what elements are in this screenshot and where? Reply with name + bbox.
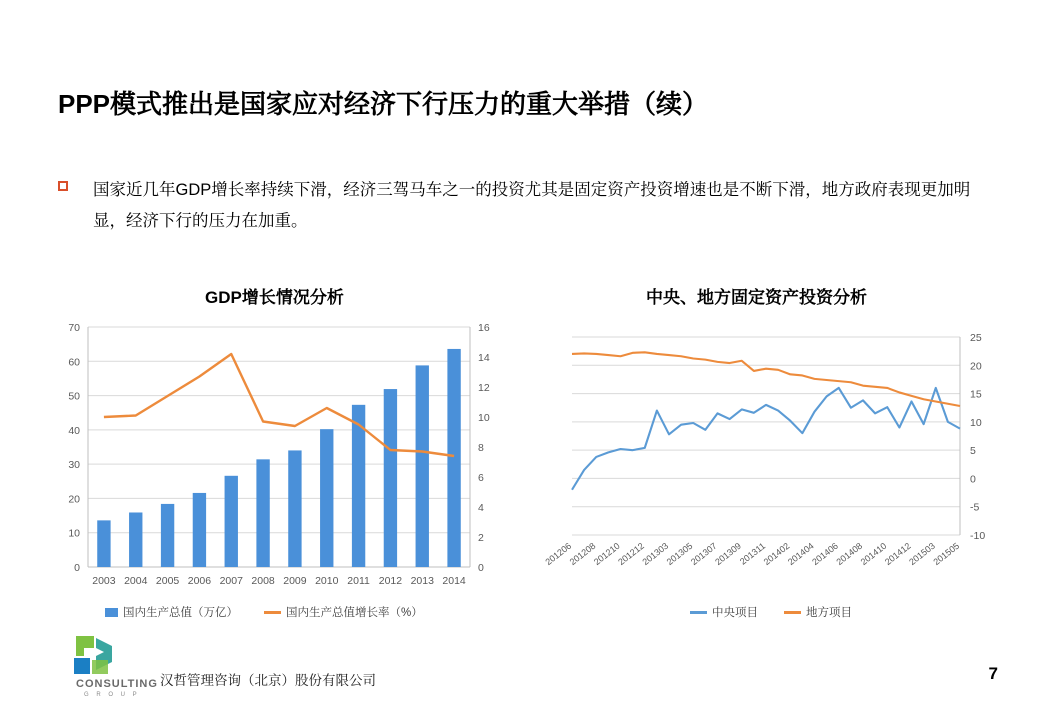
bullet-paragraph xyxy=(58,175,978,237)
svg-text:201311: 201311 xyxy=(737,540,768,567)
svg-text:4: 4 xyxy=(478,502,484,514)
legend-investment xyxy=(690,604,870,620)
svg-text:201412: 201412 xyxy=(882,540,913,568)
svg-text:30: 30 xyxy=(68,459,80,472)
svg-text:40: 40 xyxy=(68,424,80,437)
svg-text:201404: 201404 xyxy=(785,540,816,568)
chart-gdp xyxy=(40,315,510,625)
legend-label-gdp-line: 国内生产总值增长率（%） xyxy=(286,607,423,619)
svg-text:2010: 2010 xyxy=(315,575,339,587)
svg-text:2009: 2009 xyxy=(283,575,307,587)
legend-label-gdp-bar: 国内生产总值（万亿） xyxy=(123,607,238,619)
svg-text:10: 10 xyxy=(478,412,490,424)
svg-text:6: 6 xyxy=(478,472,484,484)
svg-text:10: 10 xyxy=(68,527,80,540)
svg-text:0: 0 xyxy=(478,562,484,574)
legend-swatch-bar-icon xyxy=(105,608,118,617)
svg-text:20: 20 xyxy=(68,493,80,506)
svg-text:70: 70 xyxy=(68,322,80,334)
svg-text:201410: 201410 xyxy=(858,540,889,568)
chart-title-investment: 中央、地方固定资产投资分析 xyxy=(646,288,867,307)
svg-text:201305: 201305 xyxy=(664,540,695,568)
svg-text:201402: 201402 xyxy=(761,540,792,568)
svg-text:201309: 201309 xyxy=(713,540,743,568)
svg-text:201408: 201408 xyxy=(834,540,865,568)
chart-gdp-svg xyxy=(40,315,510,625)
company-logo xyxy=(46,632,156,704)
svg-text:25: 25 xyxy=(970,332,982,344)
legend-swatch-line-icon xyxy=(264,611,281,614)
svg-text:2005: 2005 xyxy=(155,575,180,587)
page-title: PPP模式推出是国家应对经济下行压力的重大举措（续） xyxy=(58,89,709,119)
svg-text:12: 12 xyxy=(478,382,490,394)
legend-label-local: 地方项目 xyxy=(806,607,852,619)
svg-text:8: 8 xyxy=(478,442,484,454)
svg-text:10: 10 xyxy=(970,416,982,429)
bullet-marker-icon xyxy=(58,181,68,191)
svg-text:15: 15 xyxy=(970,388,982,401)
legend-label-central: 中央项目 xyxy=(712,607,758,619)
bullet-text: 国家近几年GDP增长率持续下滑，经济三驾马车之一的投资尤其是固定资产投资增速也是不断下滑，地方政府表现更加明显，经济下行的压力在加重。 xyxy=(93,181,971,230)
svg-text:2003: 2003 xyxy=(92,575,116,587)
legend-gdp xyxy=(105,604,441,620)
legend-item-gdp-line xyxy=(264,604,423,620)
legend-item-gdp-bar xyxy=(105,604,238,620)
svg-text:5: 5 xyxy=(970,445,976,458)
svg-text:-10: -10 xyxy=(970,530,986,542)
svg-text:20: 20 xyxy=(970,360,982,373)
svg-text:50: 50 xyxy=(68,390,80,403)
chart-title-gdp: GDP增长情况分析 xyxy=(205,288,344,307)
svg-text:201503: 201503 xyxy=(907,540,937,568)
svg-text:-5: -5 xyxy=(970,501,980,514)
svg-text:2007: 2007 xyxy=(219,575,243,587)
chart-investment-svg xyxy=(530,315,1020,625)
svg-text:201505: 201505 xyxy=(931,540,962,568)
svg-text:201206: 201206 xyxy=(543,540,574,568)
svg-text:201212: 201212 xyxy=(616,540,646,568)
svg-text:2006: 2006 xyxy=(187,575,212,587)
page-number: 7 xyxy=(988,664,998,683)
svg-text:2012: 2012 xyxy=(378,575,403,587)
svg-text:0: 0 xyxy=(970,473,976,486)
legend-swatch-local-icon xyxy=(784,611,801,614)
svg-text:201210: 201210 xyxy=(591,540,622,568)
svg-text:2013: 2013 xyxy=(410,575,434,587)
logo-mark-icon xyxy=(46,632,156,678)
svg-text:14: 14 xyxy=(478,352,490,364)
logo-text: CONSULTING xyxy=(76,678,158,690)
svg-text:2: 2 xyxy=(478,532,484,544)
logo-subtext: G R O U P xyxy=(84,692,140,698)
legend-item-local xyxy=(784,604,852,620)
svg-text:201406: 201406 xyxy=(810,540,840,568)
svg-text:201307: 201307 xyxy=(688,540,719,568)
chart-investment xyxy=(530,315,1020,625)
svg-text:201303: 201303 xyxy=(640,540,671,568)
svg-text:60: 60 xyxy=(68,356,80,369)
svg-text:2008: 2008 xyxy=(251,575,275,587)
svg-text:201208: 201208 xyxy=(567,540,598,568)
svg-text:2004: 2004 xyxy=(124,575,148,587)
svg-text:16: 16 xyxy=(478,322,490,334)
svg-text:0: 0 xyxy=(74,562,80,574)
legend-swatch-central-icon xyxy=(690,611,707,614)
footer-company-name: 汉哲管理咨询（北京）股份有限公司 xyxy=(160,673,376,688)
svg-text:2011: 2011 xyxy=(347,575,370,587)
legend-item-central xyxy=(690,604,758,620)
svg-text:2014: 2014 xyxy=(442,575,466,587)
